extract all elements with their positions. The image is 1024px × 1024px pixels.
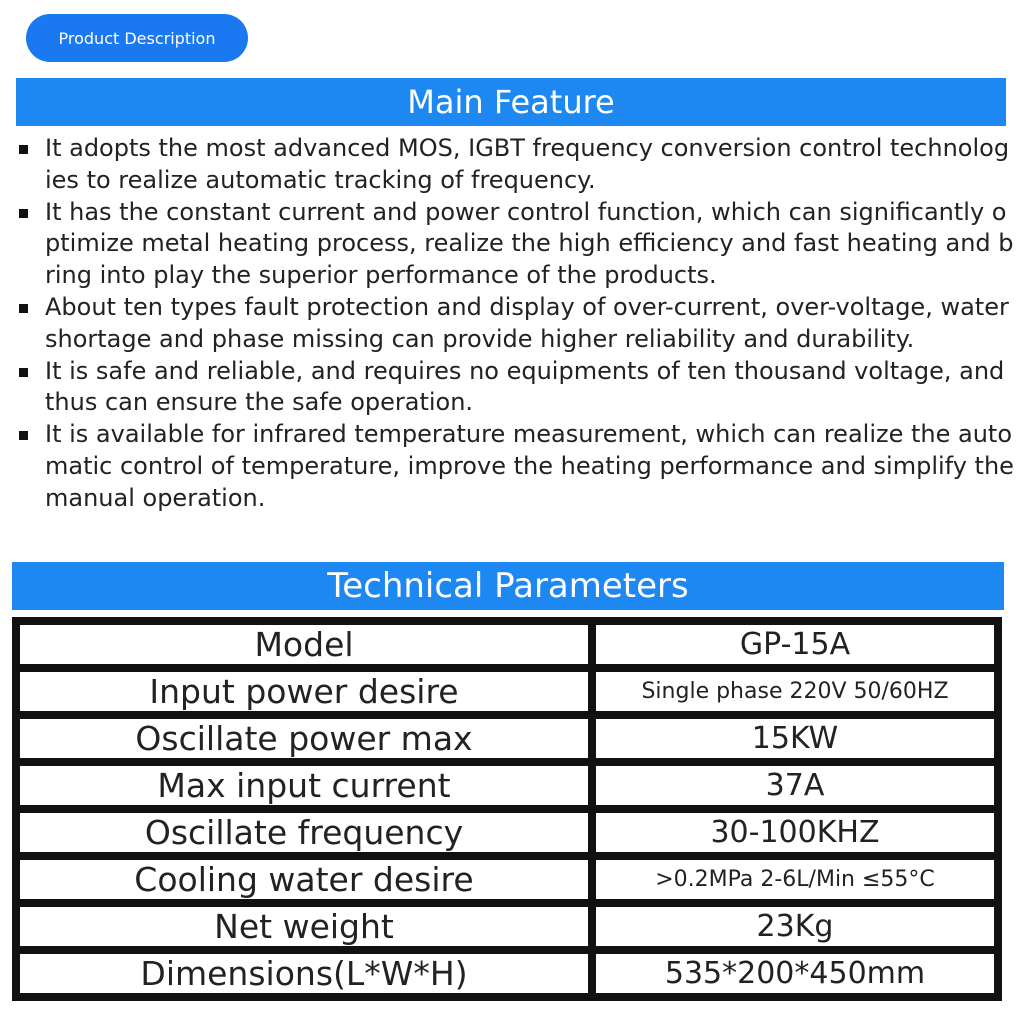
bullet-icon [19,209,28,218]
list-item [14,197,1014,292]
param-label: Net weight [16,903,592,950]
param-value: Single phase 220V 50/60HZ [592,668,998,715]
table-row [16,668,998,715]
feature-text: About ten types fault protection and display of over-current, over-voltage, water shortage and phase missing can provide higher reliability and durability. [45,292,1009,353]
table-row [16,715,998,762]
list-item [14,133,1014,197]
param-label: Model [16,621,592,668]
list-item [14,356,1014,420]
feature-list [14,133,1014,515]
bullet-icon [19,431,28,440]
param-value: 30-100KHZ [592,809,998,856]
main-feature-banner: Main Feature [16,78,1006,126]
param-label: Dimensions(L*W*H) [16,950,592,997]
param-label: Max input current [16,762,592,809]
feature-text: It is available for infrared temperature measurement, which can realize the automatic control of temperature, improve the heating performance and simplify the manual operation. [45,420,1014,512]
feature-text: It adopts the most advanced MOS, IGBT frequency conversion control technologies to realize automatic tracking of frequency. [45,134,1010,194]
bullet-icon [19,145,28,154]
table-row [16,903,998,950]
param-value: 37A [592,762,998,809]
param-label: Oscillate frequency [16,809,592,856]
param-label: Input power desire [16,668,592,715]
table-row [16,809,998,856]
param-value: 535*200*450mm [592,950,998,997]
feature-text: It has the constant current and power control function, which can significantly optimize metal heating process, realize the high efficiency and fast heating and bring into play the superior performance of the products. [45,197,1014,290]
list-item [14,419,1014,514]
list-item [14,292,1014,356]
feature-text: It is safe and reliable, and requires no equipments of ten thousand voltage, and thus can ensure the safe operation. [45,356,1005,417]
table-row [16,621,998,668]
table-row [16,950,998,997]
param-value: 23Kg [592,903,998,950]
param-label: Cooling water desire [16,856,592,903]
param-value: 15KW [592,715,998,762]
param-value: GP-15A [592,621,998,668]
bullet-icon [19,368,28,377]
table-row [16,762,998,809]
param-value: >0.2MPa 2-6L/Min ≤55°C [592,856,998,903]
technical-parameters-banner: Technical Parameters [12,562,1004,610]
product-description-tab[interactable]: Product Description [26,14,248,62]
param-label: Oscillate power max [16,715,592,762]
bullet-icon [19,304,28,313]
parameters-table [12,617,1002,1001]
table-row [16,856,998,903]
